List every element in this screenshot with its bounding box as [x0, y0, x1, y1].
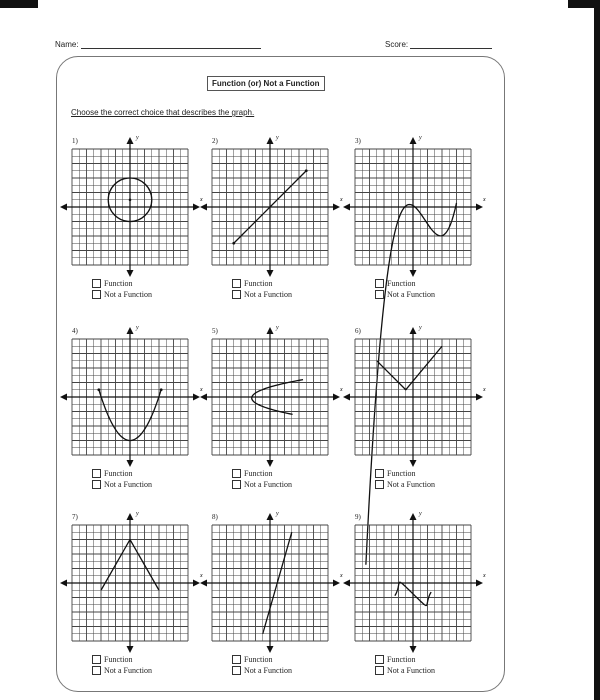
choice-label: Function	[244, 655, 273, 664]
not-function-checkbox[interactable]	[375, 289, 435, 300]
not-function-checkbox[interactable]	[92, 665, 152, 676]
checkbox-square[interactable]	[232, 480, 241, 489]
checkbox-square[interactable]	[232, 279, 241, 288]
graph-endpoint	[160, 388, 163, 391]
problem-number: 8)	[212, 513, 218, 521]
problem-number: 6)	[355, 327, 361, 335]
y-arrow-down-icon	[267, 460, 274, 467]
checkbox-square[interactable]	[375, 655, 384, 664]
function-checkbox[interactable]	[232, 654, 292, 665]
checkbox-square[interactable]	[92, 666, 101, 675]
y-arrow-down-icon	[267, 270, 274, 277]
choice-label: Not a Function	[387, 666, 435, 675]
coordinate-graph	[190, 503, 350, 663]
y-arrow-up-icon	[267, 137, 274, 144]
y-arrow-up-icon	[410, 137, 417, 144]
y-arrow-up-icon	[127, 137, 134, 144]
problem-number: 9)	[355, 513, 361, 521]
y-arrow-up-icon	[410, 327, 417, 334]
answer-choices	[232, 278, 292, 300]
not-function-checkbox[interactable]	[92, 479, 152, 490]
x-arrow-left-icon	[343, 580, 350, 587]
score-line[interactable]	[410, 40, 492, 49]
not-function-checkbox[interactable]	[232, 289, 292, 300]
problem-number: 1)	[72, 137, 78, 145]
score-field[interactable]	[385, 40, 492, 49]
not-function-checkbox[interactable]	[92, 289, 152, 300]
x-axis-label: x	[340, 387, 343, 393]
answer-choices	[232, 468, 292, 490]
function-checkbox[interactable]	[232, 468, 292, 479]
y-arrow-down-icon	[410, 646, 417, 653]
answer-choices	[375, 278, 435, 300]
x-arrow-right-icon	[476, 394, 483, 401]
y-axis-label: y	[276, 511, 279, 517]
choice-label: Function	[387, 655, 416, 664]
function-checkbox[interactable]	[375, 654, 435, 665]
y-axis-label: y	[419, 135, 422, 141]
y-axis-label: y	[419, 511, 422, 517]
x-axis-label: x	[340, 197, 343, 203]
choice-label: Function	[244, 469, 273, 478]
checkbox-square[interactable]	[375, 666, 384, 675]
checkbox-square[interactable]	[375, 469, 384, 478]
x-axis-label: x	[200, 387, 203, 393]
problem-number: 4)	[72, 327, 78, 335]
x-arrow-left-icon	[200, 204, 207, 211]
answer-choices	[92, 654, 152, 676]
graph-endpoint	[97, 388, 100, 391]
x-axis-label: x	[340, 573, 343, 579]
checkbox-square[interactable]	[92, 655, 101, 664]
function-checkbox[interactable]	[92, 468, 152, 479]
problem-number: 5)	[212, 327, 218, 335]
worksheet-title: Function (or) Not a Function	[207, 76, 325, 91]
y-arrow-up-icon	[127, 327, 134, 334]
coordinate-graph	[50, 127, 210, 287]
x-axis-label: x	[200, 573, 203, 579]
coordinate-graph	[333, 127, 493, 287]
y-axis-label: y	[136, 511, 139, 517]
choice-label: Function	[387, 469, 416, 478]
not-function-checkbox[interactable]	[375, 479, 435, 490]
x-arrow-left-icon	[343, 204, 350, 211]
y-arrow-down-icon	[127, 646, 134, 653]
function-checkbox[interactable]	[375, 278, 435, 289]
y-arrow-down-icon	[127, 270, 134, 277]
coordinate-graph	[333, 503, 493, 663]
choice-label: Function	[104, 655, 133, 664]
not-function-checkbox[interactable]	[232, 665, 292, 676]
function-checkbox[interactable]	[375, 468, 435, 479]
checkbox-square[interactable]	[375, 480, 384, 489]
checkbox-square[interactable]	[232, 469, 241, 478]
x-axis-label: x	[483, 387, 486, 393]
right-bezel	[594, 0, 600, 700]
y-arrow-up-icon	[410, 513, 417, 520]
problem-number: 7)	[72, 513, 78, 521]
coordinate-graph	[190, 127, 350, 287]
x-axis-label: x	[483, 573, 486, 579]
choice-label: Function	[387, 279, 416, 288]
choice-label: Not a Function	[104, 666, 152, 675]
score-label: Score:	[385, 40, 409, 49]
x-arrow-left-icon	[200, 580, 207, 587]
checkbox-square[interactable]	[375, 279, 384, 288]
checkbox-square[interactable]	[92, 469, 101, 478]
answer-choices	[375, 654, 435, 676]
x-arrow-left-icon	[343, 394, 350, 401]
y-axis-label: y	[136, 325, 139, 331]
choice-label: Not a Function	[244, 666, 292, 675]
checkbox-square[interactable]	[92, 290, 101, 299]
y-axis-label: y	[276, 325, 279, 331]
choice-label: Not a Function	[244, 480, 292, 489]
y-axis-label: y	[419, 325, 422, 331]
y-arrow-up-icon	[267, 327, 274, 334]
choice-label: Not a Function	[104, 290, 152, 299]
x-arrow-right-icon	[476, 580, 483, 587]
name-line[interactable]	[81, 40, 261, 49]
y-arrow-up-icon	[267, 513, 274, 520]
coordinate-graph	[50, 503, 210, 663]
graph-endpoint	[305, 169, 308, 172]
answer-choices	[92, 278, 152, 300]
function-checkbox[interactable]	[232, 278, 292, 289]
answer-choices	[92, 468, 152, 490]
coordinate-graph	[190, 317, 350, 477]
not-function-checkbox[interactable]	[232, 479, 292, 490]
graph-center-point	[129, 198, 132, 201]
y-axis-label: y	[276, 135, 279, 141]
choice-label: Function	[244, 279, 273, 288]
x-arrow-left-icon	[60, 394, 67, 401]
y-arrow-down-icon	[267, 646, 274, 653]
function-checkbox[interactable]	[92, 278, 152, 289]
coordinate-graph	[333, 317, 493, 477]
checkbox-square[interactable]	[375, 290, 384, 299]
y-arrow-down-icon	[410, 270, 417, 277]
y-axis-label: y	[136, 135, 139, 141]
name-field[interactable]	[55, 40, 261, 49]
not-function-checkbox[interactable]	[375, 665, 435, 676]
checkbox-square[interactable]	[232, 655, 241, 664]
problem-number: 3)	[355, 137, 361, 145]
checkbox-square[interactable]	[92, 279, 101, 288]
y-arrow-down-icon	[410, 460, 417, 467]
y-arrow-down-icon	[127, 460, 134, 467]
y-arrow-up-icon	[127, 513, 134, 520]
answer-choices	[232, 654, 292, 676]
name-label: Name:	[55, 40, 79, 49]
x-arrow-left-icon	[60, 580, 67, 587]
instructions: Choose the correct choice that describes the graph.	[71, 108, 255, 117]
x-arrow-right-icon	[476, 204, 483, 211]
answer-choices	[375, 468, 435, 490]
x-axis-label: x	[483, 197, 486, 203]
checkbox-square[interactable]	[232, 666, 241, 675]
coordinate-graph	[50, 317, 210, 477]
x-arrow-left-icon	[200, 394, 207, 401]
x-arrow-left-icon	[60, 204, 67, 211]
problem-number: 2)	[212, 137, 218, 145]
choice-label: Function	[104, 469, 133, 478]
choice-label: Not a Function	[387, 290, 435, 299]
graph-endpoint	[232, 242, 235, 245]
x-axis-label: x	[200, 197, 203, 203]
choice-label: Function	[104, 279, 133, 288]
choice-label: Not a Function	[104, 480, 152, 489]
checkbox-square[interactable]	[92, 480, 101, 489]
choice-label: Not a Function	[387, 480, 435, 489]
choice-label: Not a Function	[244, 290, 292, 299]
checkbox-square[interactable]	[232, 290, 241, 299]
function-checkbox[interactable]	[92, 654, 152, 665]
